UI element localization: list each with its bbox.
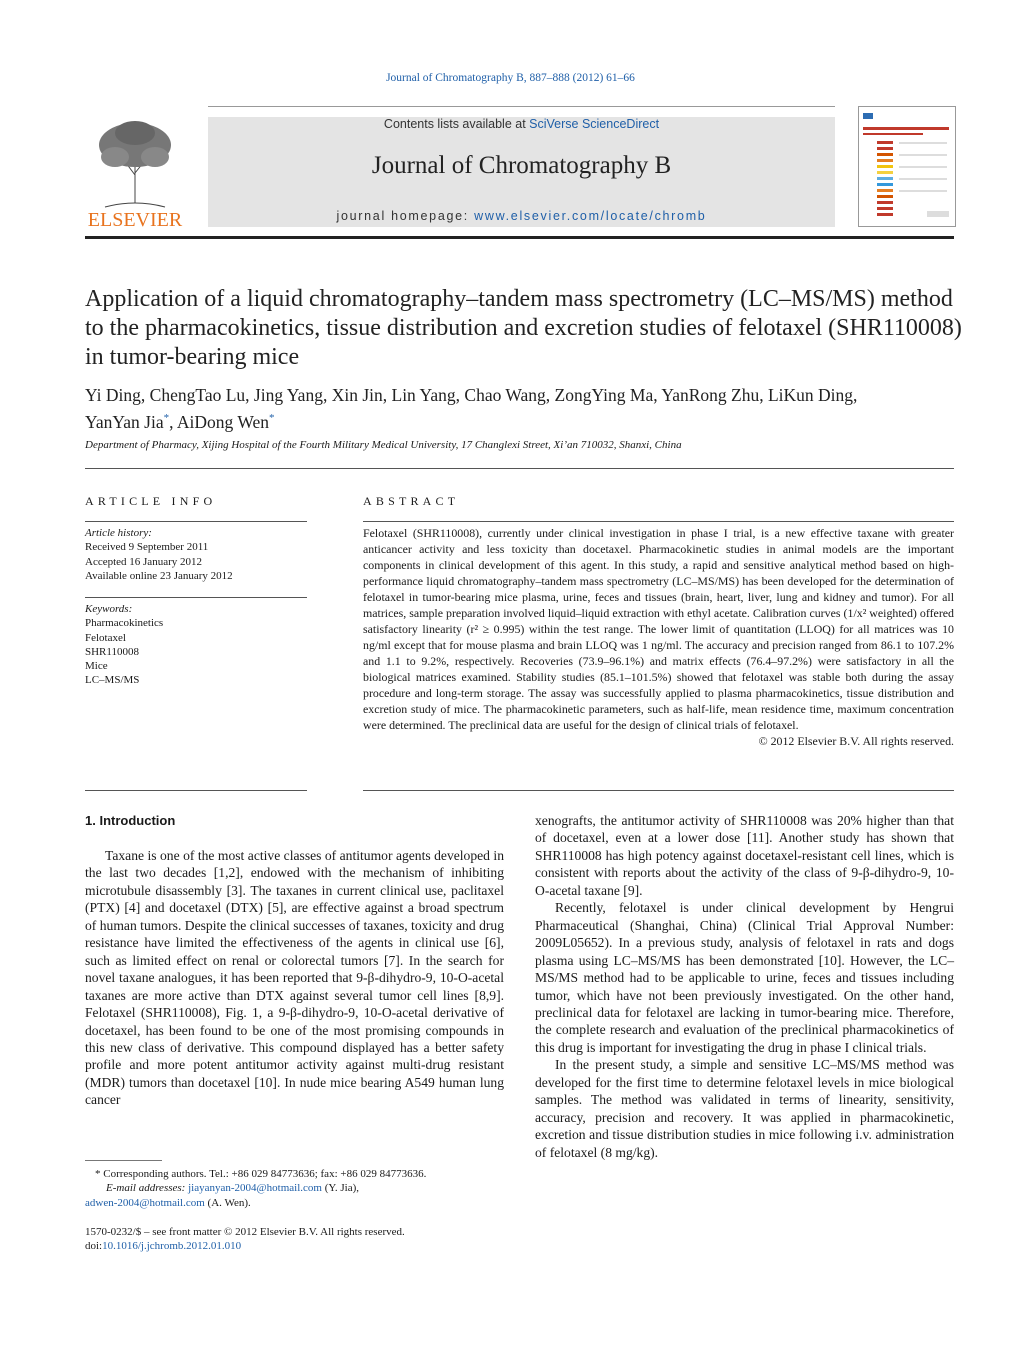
abstract-copyright: © 2012 Elsevier B.V. All rights reserved.	[758, 734, 954, 748]
keywords	[85, 602, 307, 688]
intro-paragraph-1-cont: xenografts, the antitumor activity of SHR110008 was 20% higher than that of docetaxel, even at a lower dose [11]. Another study has shown that SHR110008 has high potency against docetaxel-resistant cell lines, which is consistent with reports about the activity of the class of 9-β-dihydro-9, 10-O-acetal taxane [9].	[535, 813, 954, 898]
intro-heading: 1. Introduction	[85, 813, 176, 828]
author-list	[85, 384, 965, 434]
corresponding-mark-2[interactable]: *	[269, 412, 275, 424]
doi-prefix: doi:	[85, 1240, 103, 1253]
doi-line	[85, 1239, 505, 1253]
article-info-rule-2	[85, 597, 307, 598]
intro-right-column	[535, 812, 954, 1161]
abstract-text: Felotaxel (SHR110008), currently under clinical investigation in phase I trial, is a new effective taxane with greater anticancer activity and less toxicity than docetaxel. Pharmacokinetic studies in animal models are the important components in clinical development of this agent. In this study, a rapid and sensitive analytical method based on high-performance liquid chromatography–tandem mass spectrometry (LC–MS/MS) has been developed for the determination of felotaxel in tumor-bearing mice plasma, urine, feces and tissues (brain, heart, liver, lung and kidney and tumor). For all matrices, sample preparation involved liquid–liquid extraction with ethyl acetate. Calibration curves (1/x² weighted) offered satisfactory linearity (r² ≥ 0.995) within the test range. The lower limit of quantitation (LLOQ) for all matrices was 10 ng/ml except that for mouse plasma and brain LLOQ was 1 ng/ml. The accuracy and precision ranged from 86.1 to 107.2% and 1.1 to 9.2%, respectively. Recoveries (73.9–96.1%) and matrix effects (76.4–97.2%) were satisfactory in all the biological matrices examined. Stability studies (85.1–101.5%) showed that felotaxel was stable both during the assay procedure and long-term storage. The assay was successfully applied to plasma pharmacokinetics, tissue distribution and excretion study of mice. The pharmacokinetic parameters, such as half-life, mean residence time, maximum concentration were determined. The preclinical data are useful for the design of clinical trials of felotaxel.	[363, 526, 954, 732]
journal-title: Journal of Chromatography B	[371, 152, 672, 179]
affiliation: Department of Pharmacy, Xijing Hospital of the Fourth Military Medical University, 17 Changlexi Street, Xi’an 710032, Shanxi, China	[85, 439, 682, 451]
authors-line-2	[85, 407, 965, 434]
abstract-heading: ABSTRACT	[363, 494, 460, 508]
abstract-rule-bottom	[363, 790, 954, 791]
history-received: Received 9 September 2011	[85, 541, 209, 554]
contents-line	[208, 117, 835, 131]
email-jia[interactable]: jiayanyan-2004@hotmail.com	[188, 1182, 322, 1195]
article-info-heading: ARTICLE INFO	[85, 494, 217, 508]
abstract-rule-top	[363, 521, 954, 522]
email-label: E-mail addresses:	[106, 1182, 186, 1195]
intro-paragraph-1: Taxane is one of the most active classes of antitumor agents developed in the last two decades [1,2], endowed with the mechanism of inhibiting microtubule disassembly [3]. The taxanes in current clinical use, paclitaxel (PTX) [4] and docetaxel (DTX) [5], are effective against a broad spectrum of human tumors. Despite the clinical successes of taxanes, toxicity and drug resistance have limited the effectiveness of the agents in clinical use [6], such as limited effect on renal or colorectal tumors [7]. In the search for novel taxane analogues, it has been reported that 9-β-dihydro-9, 10-O-acetal taxanes are more active than DTX against several tumor cell lines [8,9]. Felotaxel (SHR110008), Fig. 1, a 9-β-dihydro-9, 10-O-acetal derivative of docetaxel, has been found to be one of the most promising compounds in this new class of derivative. This compound displayed has a better safety profile and more potent antitumor activity against multi-drug resistant (MDR) tumors than docetaxel [10]. In nude mice bearing A549 human lung cancer	[85, 848, 504, 1108]
intro-paragraph-3: In the present study, a simple and sensitive LC–MS/MS method was developed for the first time to determine felotaxel levels in mice biological samples. The method was validated in terms of linearity, sensitivity, accuracy, precision and recovery. It was applied in pharmacokinetic, excretion and tissue distribution studies in mice following i.v. administration of felotaxel (8 mg/kg).	[535, 1057, 954, 1160]
article-info-rule-3	[85, 790, 307, 791]
history-online: Available online 23 January 2012	[85, 569, 233, 582]
journal-reference[interactable]: Journal of Chromatography B, 887–888 (2012) 61–66	[386, 72, 635, 84]
sciencedirect-link[interactable]: SciVerse ScienceDirect	[529, 117, 660, 131]
intro-paragraph-2: Recently, felotaxel is under clinical development by Hengrui Pharmaceutical (Shanghai, China) (Clinical Trial Approval Number: 2009L05652). In a previous study, analysis of felotaxel in rats and dogs plasma using LC–MS/MS has been demonstrated [10]. However, the LC–MS/MS method had to be applicable to urine, feces and tissues including tumor, which have not been previously investigated. On the other hand, preclinical data for felotaxel are lacking in tumor-bearing mice. Therefore, the complete research and evaluation of the preclinical pharmacokinetics of this drug is important for investigating the drug in phase I clinical trials.	[535, 900, 954, 1055]
header-top-rule	[208, 106, 835, 107]
homepage-link[interactable]: www.elsevier.com/locate/chromb	[474, 209, 707, 223]
homepage-prefix: journal homepage:	[336, 209, 475, 223]
email-line-2	[85, 1196, 505, 1210]
keyword: LC–MS/MS	[85, 674, 140, 687]
abstract	[363, 525, 954, 749]
front-matter	[85, 1225, 505, 1254]
email-wen[interactable]: adwen-2004@hotmail.com	[85, 1197, 205, 1209]
article-title: Application of a liquid chromatography–tandem mass spectrometry (LC–MS/MS) method to the pharmacokinetics, tissue distribution and excretion studies of felotaxel (SHR110008) in tumor-bearing mice	[85, 286, 962, 370]
article-history	[85, 526, 307, 583]
history-label: Article history:	[85, 527, 152, 539]
contents-prefix: Contents lists available at	[383, 117, 530, 131]
header-divider	[85, 236, 954, 239]
keywords-label: Keywords:	[85, 603, 133, 615]
author-wen: , AiDong Wen	[169, 411, 269, 432]
keyword: Pharmacokinetics	[85, 617, 164, 630]
email-line-1	[95, 1181, 515, 1195]
email-wen-who: (A. Wen).	[204, 1197, 251, 1209]
corresponding-authors: * Corresponding authors. Tel.: +86 029 84773636; fax: +86 029 84773636.	[95, 1168, 427, 1180]
authors-line-1: Yi Ding, ChengTao Lu, Jing Yang, Xin Jin, Lin Yang, Chao Wang, ZongYing Ma, YanRong Zhu, LiKun Ding,	[85, 385, 858, 405]
keyword: SHR110008	[85, 645, 139, 658]
corresponding-footnote	[95, 1167, 515, 1196]
keyword: Mice	[85, 660, 108, 673]
footnote-rule	[85, 1160, 162, 1161]
email-jia-who: (Y. Jia),	[321, 1182, 360, 1195]
intro-left-column	[85, 847, 504, 1109]
elsevier-logo	[85, 115, 185, 230]
issn-line: 1570-0232/$ – see front matter © 2012 Elsevier B.V. All rights reserved.	[85, 1226, 405, 1238]
keyword: Felotaxel	[85, 631, 126, 644]
elsevier-wordmark: ELSEVIER	[87, 209, 183, 230]
journal-homepage	[208, 209, 835, 223]
author-jia: YanYan Jia	[85, 411, 164, 432]
corresponding-mark-1[interactable]: *	[163, 412, 170, 424]
article-info-rule-1	[85, 521, 307, 522]
title-block-rule	[85, 468, 954, 469]
history-accepted: Accepted 16 January 2012	[85, 555, 202, 568]
journal-cover-thumbnail	[858, 106, 956, 227]
doi-link[interactable]: 10.1016/j.jchromb.2012.01.010	[102, 1240, 242, 1253]
